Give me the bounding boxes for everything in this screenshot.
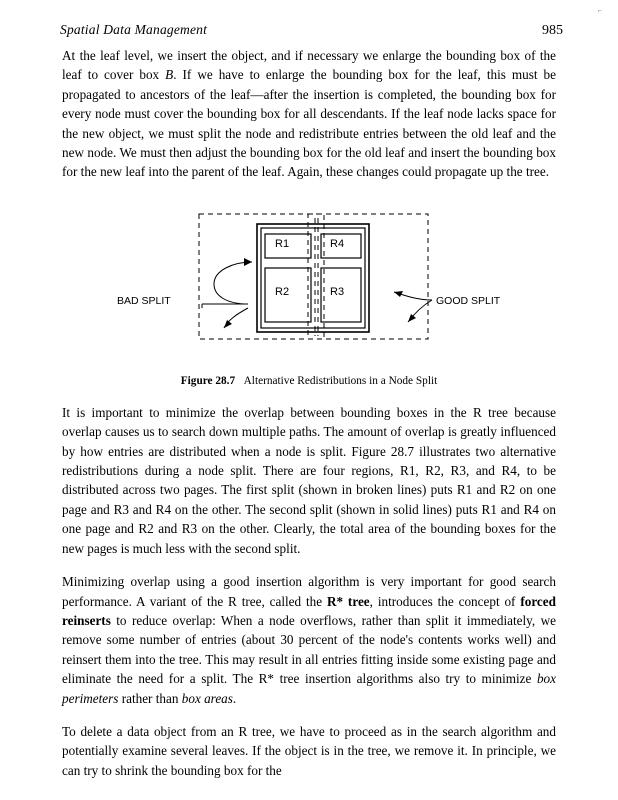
p3-rstar-tree: R* tree <box>326 593 370 609</box>
page-number: 985 <box>542 23 563 38</box>
region-label-r3: R3 <box>330 285 345 298</box>
p3-text-g: rather than <box>118 690 182 706</box>
region-label-r4: R4 <box>330 237 345 250</box>
p3-text-i: . <box>232 690 237 706</box>
good-split-label: GOOD SPLIT <box>436 294 501 307</box>
corner-mark: ⌐ <box>597 6 602 15</box>
paragraph-4: To delete a data object from an R tree, we have to proceed as in the search algorithm and potentially examine several leaves. If the object is in the tree, we remove it. In principle, we can try to shrink the bounding box for the <box>62 723 556 778</box>
region-label-r2: R2 <box>275 285 290 298</box>
figure-caption-text: Alternative Redistributions in a Node Split <box>243 374 438 387</box>
p3-forced-reinserts: forced reinserts <box>62 593 556 628</box>
p3-text-e: to reduce overlap: When a node overflows, rather than split it immediately, we remove some number of entries (about 30 percent of the node's contents works well) and reinsert them into the tree. This may result in all entries fitting inside some existing page and eliminate the need for a split. The R* tree insertion algorithms also try to minimize <box>62 612 556 687</box>
p3-text-a: Minimizing overlap using a good insertion algorithm is very important for good search performance. A variant of the R tree, called the <box>62 574 556 609</box>
p1-text-a: At the leaf level, we insert the object, and if necessary we enlarge the bounding box of the leaf to cover box <box>62 48 556 83</box>
p3-box-areas: box areas <box>181 690 233 706</box>
p1-text-c: . If we have to enlarge the bounding box for the leaf, this must be propagated to ancestors of the leaf—after the insertion is completed, the bounding box for every node must cover the bounding box for all descendants. If the leaf node lacks space for the new object, we must split the node and redistribute entries between the old leaf and the new node. We must then adjust the bounding box for the old leaf and insert the bounding box for the new leaf into the parent of the leaf. Again, these changes could propagate up the tree. <box>62 67 556 180</box>
running-head-title: Spatial Data Management <box>60 22 208 37</box>
p3-text-c: , introduces the concept of <box>369 593 521 609</box>
p3-box-perimeters: box perimeters <box>62 671 556 706</box>
figure-28-7 <box>62 196 556 371</box>
figure-diagram <box>62 196 556 371</box>
figure-caption-number: Figure 28.7 <box>180 374 236 387</box>
paragraph-3 <box>62 572 556 708</box>
bad-split-label: BAD SPLIT <box>117 294 171 307</box>
paragraph-2: It is important to minimize the overlap between bounding boxes in the R tree because overlap causes us to search down multiple paths. The amount of overlap is greatly influenced by how entries are distributed when a node is split. Figure 28.7 illustrates two alternative redistributions during a node split. There are four regions, R1, R2, R3, and R4, to be distributed across two pages. The first split (shown in broken lines) puts R1 and R2 on one page and R3 and R4 on the other. The second split (shown in solid lines) puts R1 and R4 on one page and R2 and R3 on the other. Clearly, the total area of the bounding boxes for the new pages is much less with the second split. <box>62 404 556 556</box>
region-label-r1: R1 <box>275 237 290 250</box>
page-header <box>60 22 563 42</box>
page-content <box>62 46 556 780</box>
p1-box-symbol: B <box>165 67 174 83</box>
paragraph-1 <box>62 46 556 182</box>
figure-caption <box>62 375 556 387</box>
